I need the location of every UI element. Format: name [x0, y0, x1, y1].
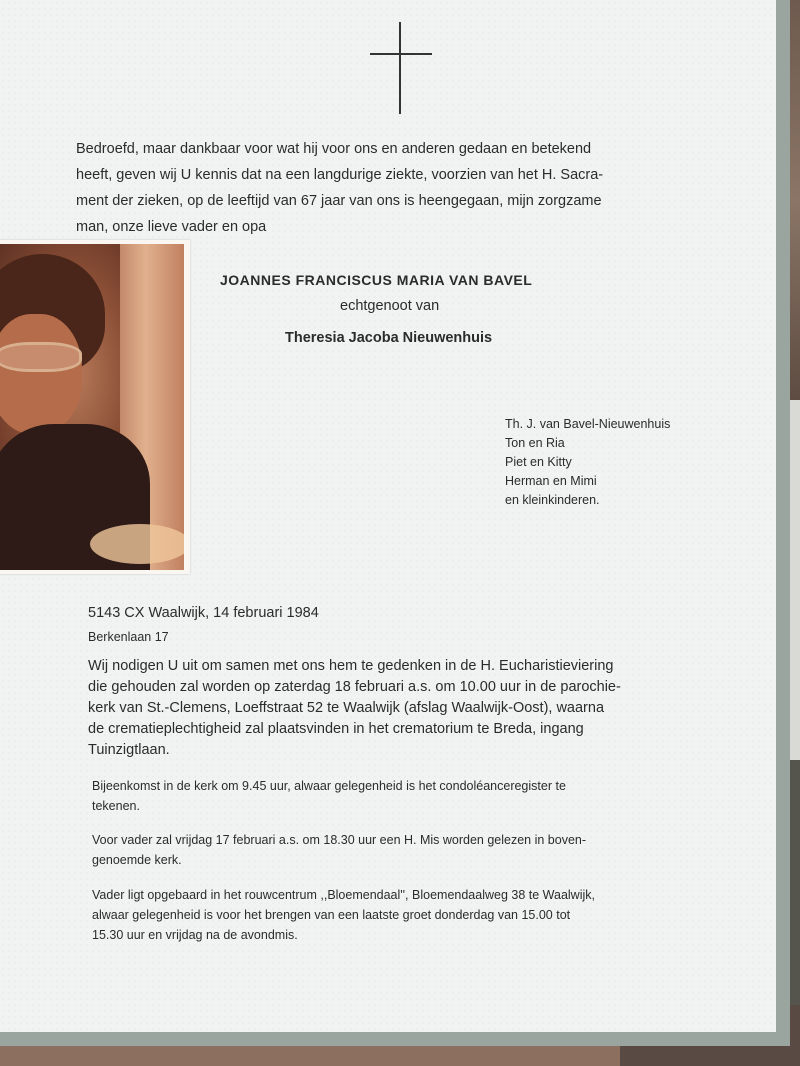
deceased-name: JOANNES FRANCISCUS MARIA VAN BAVEL — [220, 272, 533, 288]
cross-icon-bar — [370, 53, 432, 55]
spouse-label: echtgenoot van — [340, 298, 440, 314]
mass-text — [92, 830, 712, 870]
intro-line: man, onze lieve vader en opa — [76, 219, 267, 235]
place-date: 5143 CX Waalwijk, 14 februari 1984 — [88, 605, 319, 621]
invitation-line: de crematieplechtigheid zal plaatsvinden in het crematorium te Breda, ingang — [88, 721, 584, 737]
gathering-line: Bijeenkomst in de kerk om 9.45 uur, alwaar gelegenheid is het condoléanceregister te — [92, 779, 566, 793]
spouse-name: Theresia Jacoba Nieuwenhuis — [285, 330, 493, 346]
viewing-line: Vader ligt opgebaard in het rouwcentrum ,,Bloemendaal'', Bloemendaalweg 38 te Waalwijk, — [92, 888, 595, 902]
family-member: Ton en Ria — [505, 436, 565, 450]
cross-icon — [399, 22, 401, 114]
intro-line: heeft, geven wij U kennis dat na een langdurige ziekte, voorzien van het H. Sacra- — [76, 167, 604, 183]
gathering-line: tekenen. — [92, 799, 140, 813]
invitation-line: Tuinzigtlaan. — [88, 742, 170, 758]
intro-text — [76, 136, 696, 240]
intro-line: ment der zieken, op de leeftijd van 67 jaar van ons is heengegaan, mijn zorgzame — [76, 193, 602, 209]
family-member: Piet en Kitty — [505, 455, 572, 469]
viewing-line: 15.30 uur en vrijdag na de avondmis. — [92, 928, 298, 942]
family-member: Herman en Mimi — [505, 474, 597, 488]
family-member: en kleinkinderen. — [505, 493, 600, 507]
street-address: Berkenlaan 17 — [88, 630, 169, 644]
invitation-line: Wij nodigen U uit om samen met ons hem te gedenken in de H. Eucharistieviering — [88, 658, 614, 674]
viewing-text — [92, 885, 712, 945]
mass-line: genoemde kerk. — [92, 853, 182, 867]
family-list — [505, 415, 670, 510]
invitation-line: kerk van St.-Clemens, Loeffstraat 52 te Waalwijk (afslag Waalwijk-Oost), waarna — [88, 700, 605, 716]
intro-line: Bedroefd, maar dankbaar voor wat hij voor ons en anderen gedaan en betekend — [76, 141, 592, 157]
gathering-text — [92, 776, 712, 816]
portrait-photo — [0, 240, 190, 574]
glasses-shape — [0, 342, 82, 372]
invitation-line: die gehouden zal worden op zaterdag 18 februari a.s. om 10.00 uur in de parochie- — [88, 679, 621, 695]
family-member: Th. J. van Bavel-Nieuwenhuis — [505, 417, 671, 431]
mass-line: Voor vader zal vrijdag 17 februari a.s. om 18.30 uur een H. Mis worden gelezen in boven- — [92, 833, 587, 847]
viewing-line: alwaar gelegenheid is voor het brengen van een laatste groet donderdag van 15.00 tot — [92, 908, 571, 922]
invitation-text — [88, 656, 718, 761]
